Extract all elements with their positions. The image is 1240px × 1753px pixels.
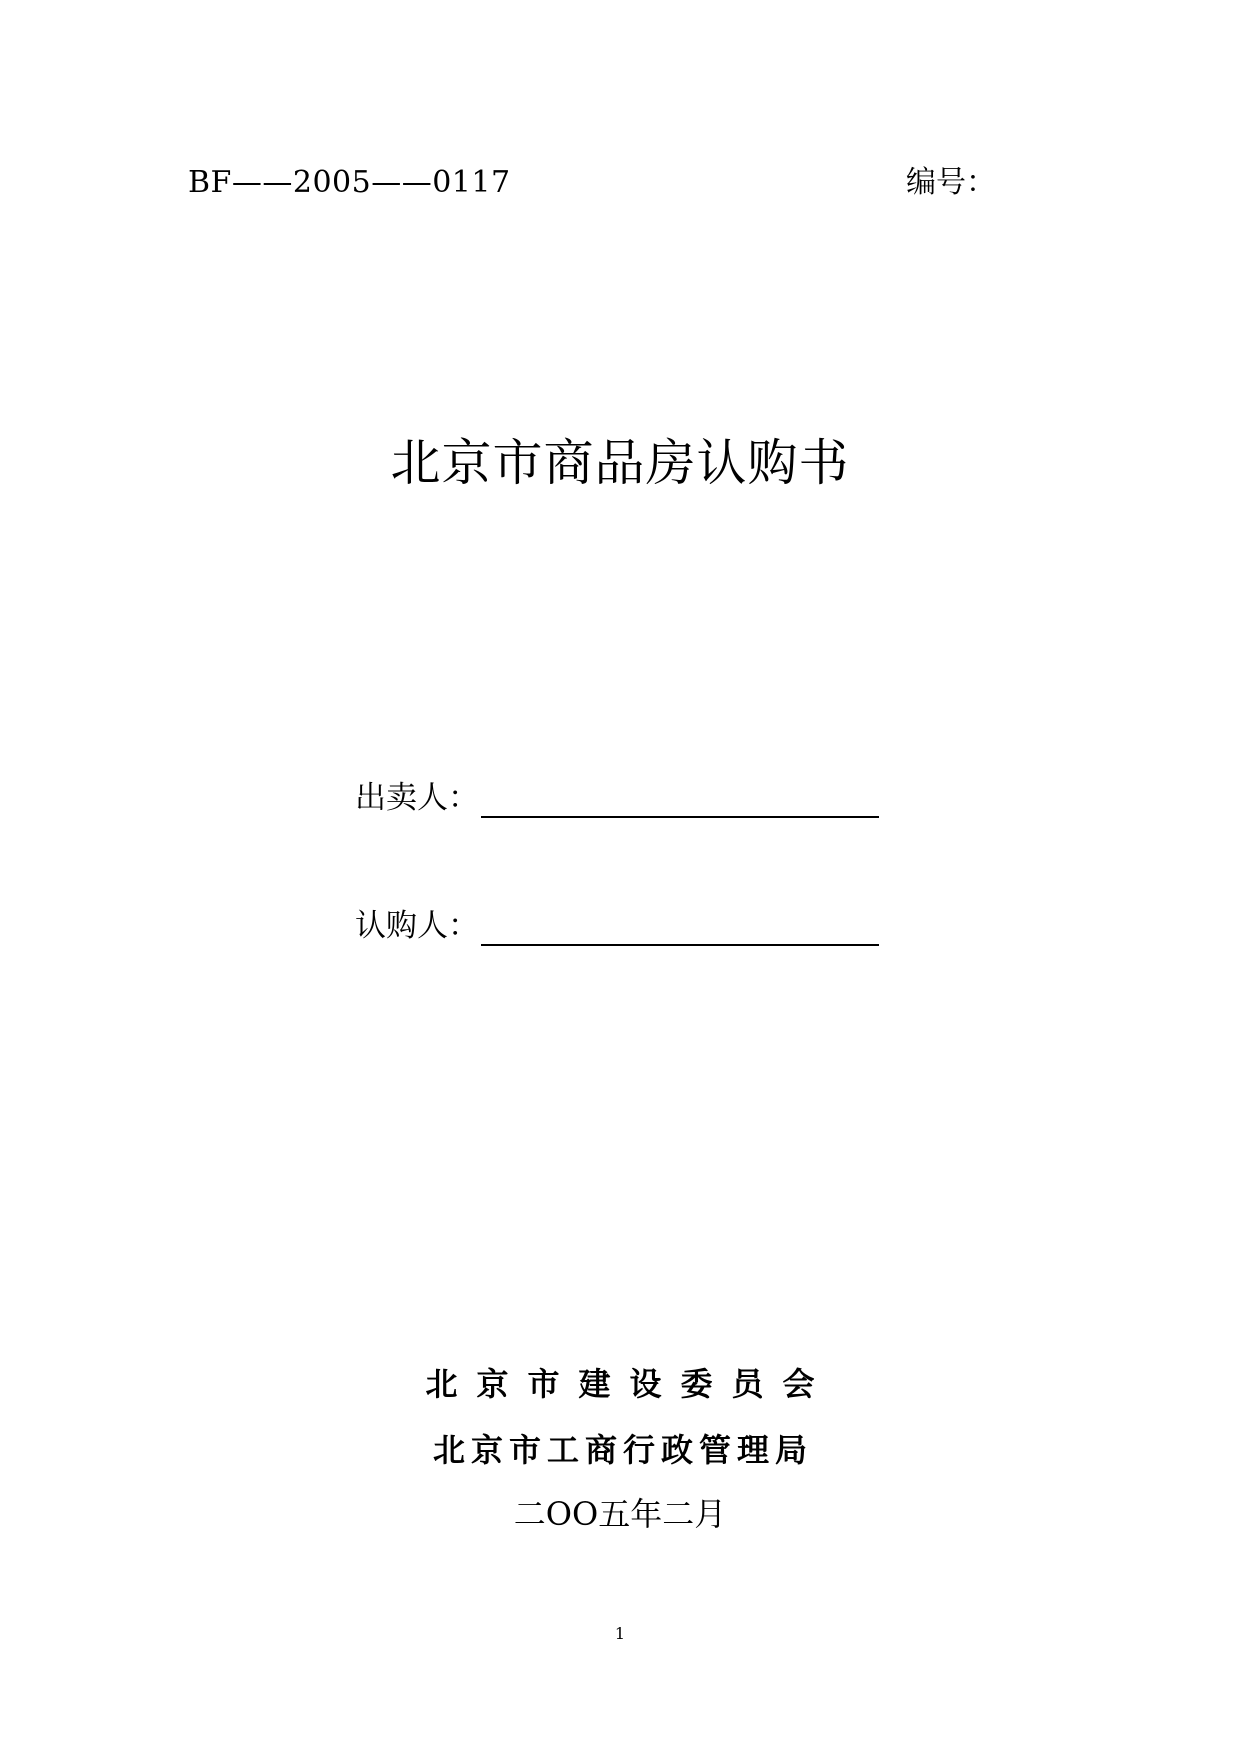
- page-number: 1: [614, 1624, 626, 1643]
- document-code: BF——2005——0117: [188, 165, 511, 200]
- seller-blank-line: [481, 780, 879, 818]
- seller-row: [355, 778, 879, 818]
- issue-date: 二OO五年二月: [513, 1495, 727, 1533]
- document-number-label: 编号：: [906, 165, 996, 200]
- buyer-row: [355, 906, 879, 946]
- buyer-blank-line: [481, 908, 879, 946]
- document-title: 北京市商品房认购书: [390, 434, 850, 492]
- seller-label: 出卖人：: [355, 780, 479, 816]
- issuer-industry-commerce-bureau: 北京市工商行政管理局: [432, 1431, 813, 1469]
- buyer-label: 认购人：: [355, 908, 479, 944]
- issuer-construction-commission: 北京市建设委员会: [425, 1365, 834, 1403]
